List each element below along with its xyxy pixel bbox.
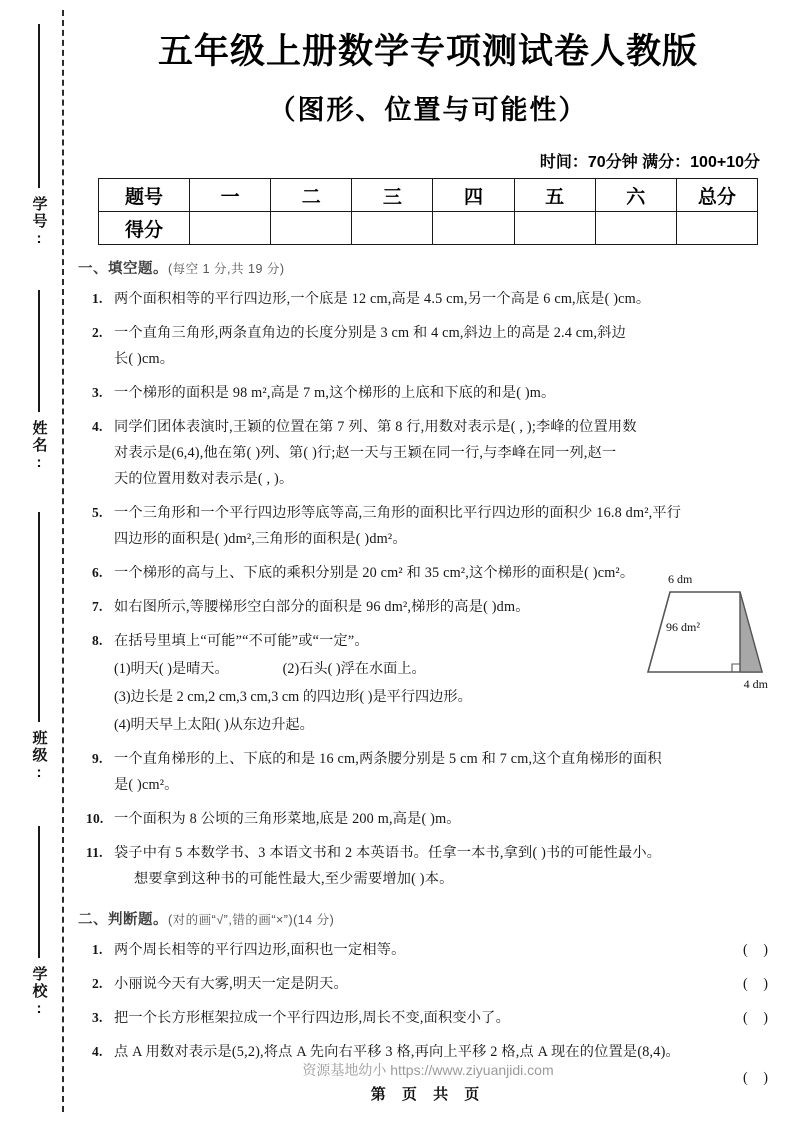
page-title: 五年级上册数学专项测试卷人教版: [157, 32, 698, 71]
score-col-2: 二: [271, 179, 352, 212]
score-cell-1[interactable]: [190, 212, 271, 245]
question-text: [114, 937, 778, 963]
question-2-1: [78, 937, 778, 963]
question-statement: 两个周长相等的平行四边形,面积也一定相等。: [114, 942, 406, 959]
subitem-2: (2)石头( )浮在水面上。: [282, 661, 426, 678]
question-text-cont: 四边形的面积是( )dm²,三角形的面积是( )dm²。: [114, 531, 407, 548]
score-cell-6[interactable]: [595, 212, 676, 245]
score-col-3: 三: [352, 179, 433, 212]
answer-bracket[interactable]: ( ): [743, 1010, 774, 1027]
question-number: 2.: [92, 325, 103, 341]
score-col-1: 一: [190, 179, 271, 212]
seal-field-student-id: [22, 196, 56, 254]
question-number: 5.: [92, 505, 103, 521]
seal-divider-1: [38, 24, 40, 188]
question-text: [114, 1005, 778, 1031]
figure-area-label: 96 dm²: [666, 620, 700, 634]
question-text: 在括号里填上“可能”“不可能”或“一定”。: [114, 633, 369, 650]
table-row-header: [99, 179, 758, 212]
question-2-2: [78, 971, 778, 997]
question-statement: 把一个长方形框架拉成一个平行四边形,周长不变,面积变小了。: [114, 1010, 510, 1027]
question-2-3: [78, 1005, 778, 1031]
question-1-8-subitem-3: (3)边长是 2 cm,2 cm,3 cm,3 cm 的四边形( )是平行四边形。: [114, 689, 472, 706]
question-number: 6.: [92, 565, 103, 581]
question-number: 9.: [92, 751, 103, 767]
score-cell-4[interactable]: [433, 212, 514, 245]
question-1-2: [78, 320, 778, 372]
shaded-right-triangle: [740, 592, 762, 672]
seal-label-name: 姓名:: [30, 420, 48, 473]
question-number: 4.: [92, 419, 103, 435]
question-number: 3.: [92, 385, 103, 401]
seal-divider-3: [38, 512, 40, 722]
question-text-cont2: 天的位置用数对表示是( , )。: [114, 471, 294, 488]
score-col-5: 五: [514, 179, 595, 212]
sealing-strip: [0, 0, 72, 1122]
section-heading-judgment: [78, 908, 778, 929]
question-text: 一个三角形和一个平行四边形等底等高,三角形的面积比平行四边形的面积少 16.8 dm²,平行: [114, 505, 682, 522]
question-1-8-subitem-4: (4)明天早上太阳( )从东边升起。: [114, 717, 314, 734]
seal-dashed-line: [62, 10, 64, 1112]
figure-top-label: 6 dm: [668, 572, 693, 586]
score-cell-total[interactable]: [676, 212, 757, 245]
question-text: 点 A 用数对表示是(5,2),将点 A 先向右平移 3 格,再向上平移 2 格,点 A 现在的位置是(8,4)。: [114, 1044, 680, 1061]
answer-bracket[interactable]: ( ): [743, 942, 774, 959]
subitem-1: (1)明天( )是晴天。: [114, 661, 229, 678]
question-statement: 小丽说今天有大雾,明天一定是阴天。: [114, 976, 348, 993]
question-1-10: [78, 806, 778, 832]
question-text: 一个梯形的高与上、下底的乘积分别是 20 cm² 和 35 cm²,这个梯形的面积是( )cm²。: [114, 565, 635, 582]
question-text-cont: 是( )cm²。: [114, 777, 179, 794]
question-number: 1.: [92, 942, 103, 958]
footer-page-indicator: 第 页 共 页: [370, 1086, 486, 1103]
question-1-11: [78, 840, 778, 892]
seal-label-student-id: 学号:: [30, 196, 48, 249]
question-1-4: [78, 414, 778, 492]
page-subtitle: （图形、位置与可能性）: [268, 95, 588, 126]
question-text: 一个面积为 8 公顷的三角形菜地,底是 200 m,高是( )m。: [114, 811, 461, 828]
question-text-cont: 对表示是(6,4),他在第( )列、第( )行;赵一天与王颖在同一行,与李峰在同一列,赵一: [114, 445, 617, 462]
seal-label-school: 学校:: [30, 966, 48, 1019]
score-cell-5[interactable]: [514, 212, 595, 245]
question-text: [114, 971, 778, 997]
score-col-total: 总分: [676, 179, 757, 212]
question-text-cont: 想要拿到这种书的可能性最大,至少需要增加( )本。: [134, 871, 454, 888]
question-text: 一个直角梯形的上、下底的和是 16 cm,两条腰分别是 5 cm 和 7 cm,这个直角梯形的面积: [114, 751, 662, 768]
score-row-label-points: 得分: [99, 212, 190, 245]
seal-divider-2: [38, 290, 40, 412]
question-text: 同学们团体表演时,王颖的位置在第 7 列、第 8 行,用数对表示是( , );李峰的位置用数: [114, 419, 637, 436]
question-number: 1.: [92, 291, 103, 307]
question-text: 一个直角三角形,两条直角边的长度分别是 3 cm 和 4 cm,斜边上的高是 2.4 cm,斜边: [114, 325, 627, 342]
trapezoid-figure: [640, 572, 772, 692]
question-number: 2.: [92, 976, 103, 992]
score-cell-2[interactable]: [271, 212, 352, 245]
question-1-9: [78, 746, 778, 798]
score-col-4: 四: [433, 179, 514, 212]
question-number: 7.: [92, 599, 103, 615]
exam-meta-info: 时间：70分钟 满分：100+10分: [539, 154, 760, 172]
question-1-3: [78, 380, 778, 406]
seal-field-school: [22, 966, 56, 1024]
score-table: [98, 178, 758, 245]
answer-bracket[interactable]: ( ): [743, 1070, 774, 1087]
table-row-scores: [99, 212, 758, 245]
trapezoid-diagram-svg: [640, 572, 772, 692]
question-text-cont: 长( )cm。: [114, 351, 175, 368]
exam-content: [78, 0, 778, 1122]
question-text: 袋子中有 5 本数学书、3 本语文书和 2 本英语书。任拿一本书,拿到( )书的可能性最小。: [114, 845, 662, 862]
score-col-6: 六: [595, 179, 676, 212]
footer-source-watermark: 资源基地幼小 https://www.ziyuanjidi.com: [302, 1062, 554, 1078]
section-1-note: (每空 1 分,共 19 分): [168, 262, 285, 277]
question-1-1: [78, 286, 778, 312]
question-number: 11.: [86, 845, 103, 861]
seal-divider-4: [38, 826, 40, 958]
question-number: 8.: [92, 633, 103, 649]
section-heading-fill-blank: [78, 257, 778, 278]
question-number: 4.: [92, 1044, 103, 1060]
score-cell-3[interactable]: [352, 212, 433, 245]
question-text: 如右图所示,等腰梯形空白部分的面积是 96 dm²,梯形的高是( )dm。: [114, 599, 530, 616]
seal-field-name: [22, 420, 56, 478]
question-1-5: [78, 500, 778, 552]
question-number: 3.: [92, 1010, 103, 1026]
question-number: 10.: [86, 811, 104, 827]
section-1-title: 一、填空题。: [78, 261, 168, 278]
question-text: 两个面积相等的平行四边形,一个底是 12 cm,高是 4.5 cm,另一个高是 6 cm,底是( )cm。: [114, 291, 651, 308]
seal-label-class: 班级:: [30, 730, 48, 783]
seal-field-class: [22, 730, 56, 788]
score-row-label-number: 题号: [99, 179, 190, 212]
answer-bracket[interactable]: ( ): [743, 976, 774, 993]
question-text: 一个梯形的面积是 98 m²,高是 7 m,这个梯形的上底和下底的和是( )m。: [114, 385, 556, 402]
figure-bottom-label: 4 dm: [743, 677, 768, 691]
section-2-note: (对的画“√”,错的画“×”)(14 分): [168, 913, 335, 928]
section-2-title: 二、判断题。: [78, 912, 168, 929]
